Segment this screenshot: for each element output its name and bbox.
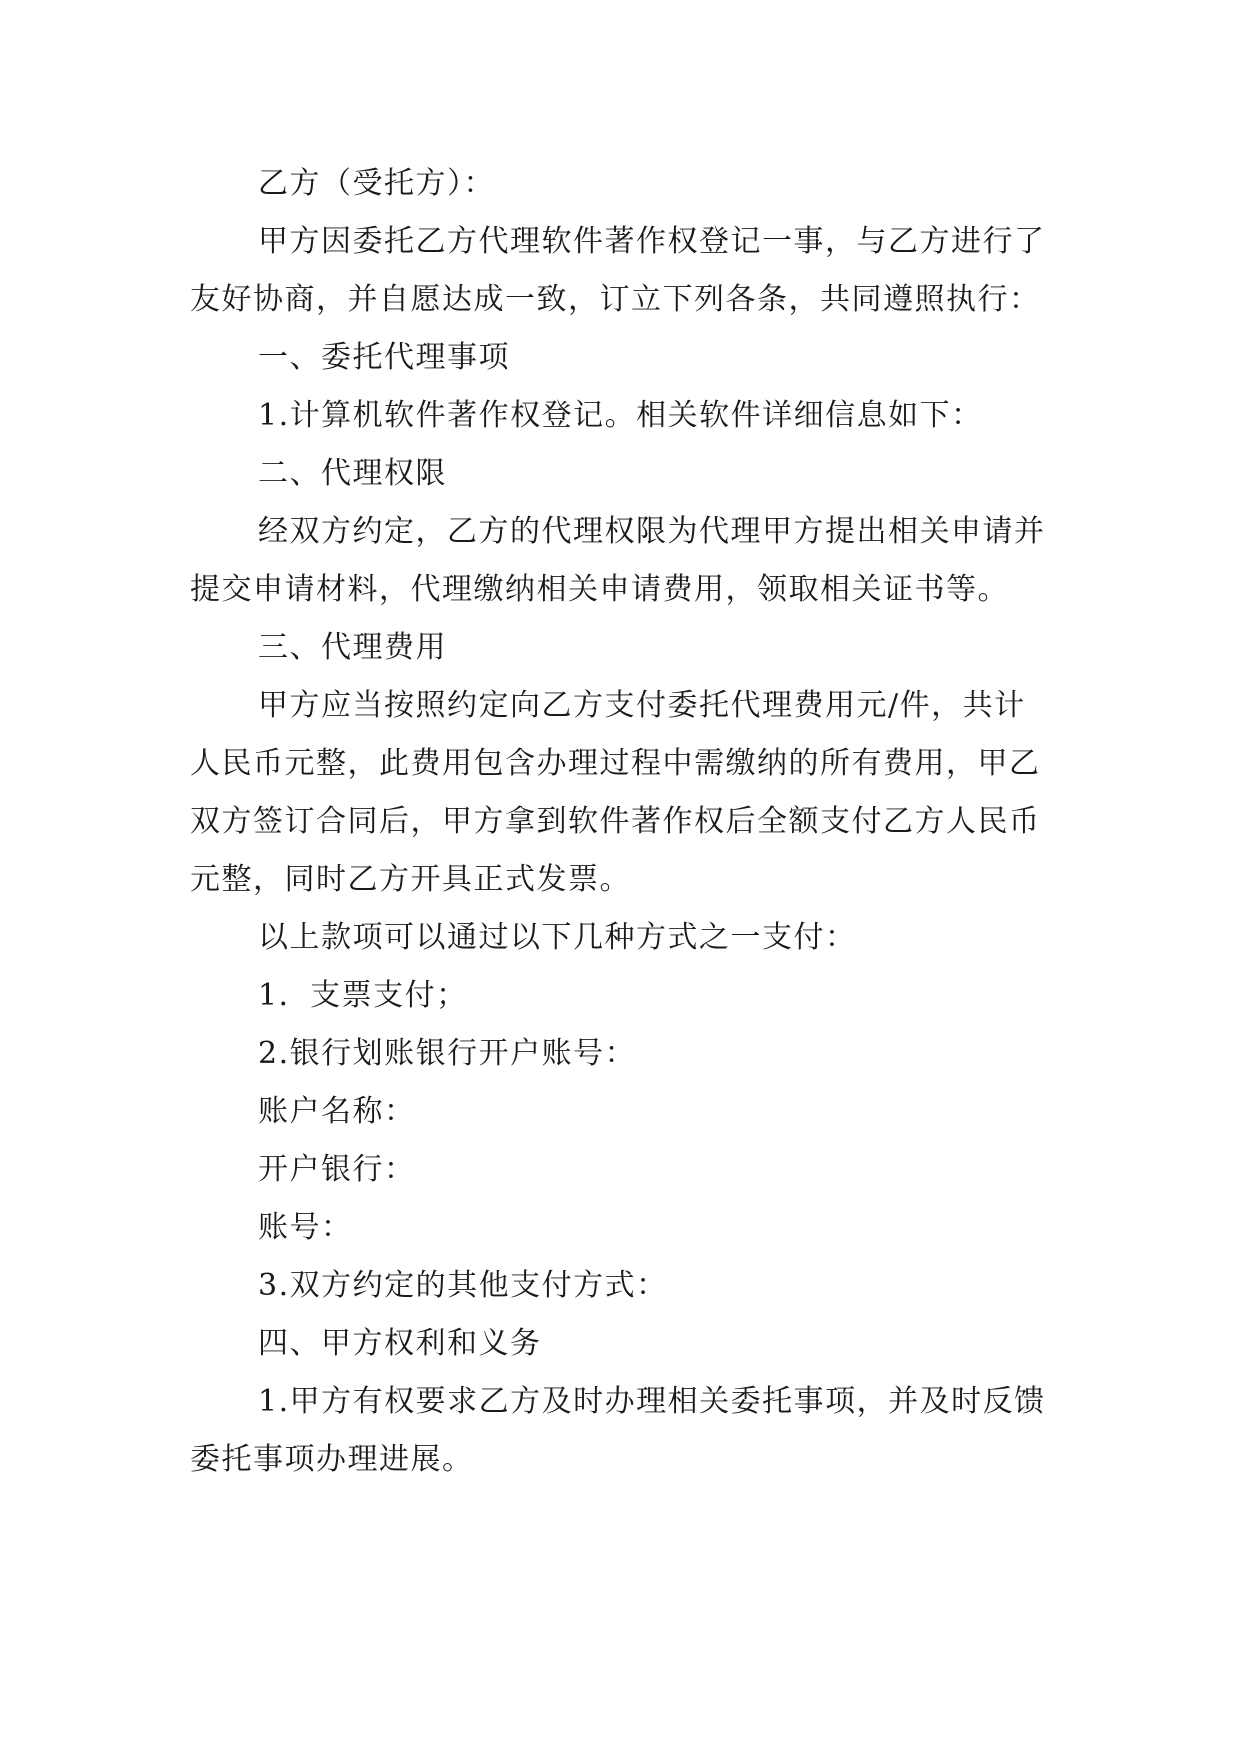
account-number-field: 账号： bbox=[258, 1210, 353, 1245]
account-bank-field: 开户银行： bbox=[258, 1152, 416, 1187]
section-1-heading: 一、委托代理事项 bbox=[258, 340, 510, 375]
preamble-paragraph: 甲方因委托乙方代理软件著作权登记一事，与乙方进行了友好协商，并自愿达成一致，订立下列各条，共同遵照执行： bbox=[190, 224, 1046, 317]
section-1-item-1: 1.计算机软件著作权登记。相关软件详细信息如下： bbox=[258, 398, 983, 433]
section-4-heading: 四、甲方权利和义务 bbox=[258, 1326, 542, 1361]
section-2-heading: 二、代理权限 bbox=[258, 456, 447, 491]
section-2-body: 经双方约定，乙方的代理权限为代理甲方提出相关申请并提交申请材料，代理缴纳相关申请费用，领取相关证书等。 bbox=[190, 514, 1046, 607]
payment-option-1: 1．支票支付； bbox=[258, 978, 468, 1013]
section-3-body: 甲方应当按照约定向乙方支付委托代理费用元/件，共计人民币元整，此费用包含办理过程中需缴纳的所有费用，甲乙双方签订合同后，甲方拿到软件著作权后全额支付乙方人民币元整，同时乙方开具正式发票。 bbox=[190, 688, 1041, 897]
section-3-heading: 三、代理费用 bbox=[258, 630, 447, 665]
party-b-line: 乙方（受托方）： bbox=[258, 166, 495, 201]
account-name-field: 账户名称： bbox=[258, 1094, 416, 1129]
payment-intro: 以上款项可以通过以下几种方式之一支付： bbox=[258, 920, 857, 955]
document-body bbox=[190, 155, 1052, 1489]
section-4-item-1: 1.甲方有权要求乙方及时办理相关委托事项，并及时反馈委托事项办理进展。 bbox=[190, 1384, 1046, 1477]
payment-option-2: 2.银行划账银行开户账号： bbox=[258, 1036, 637, 1071]
payment-option-3: 3.双方约定的其他支付方式： bbox=[258, 1268, 668, 1303]
